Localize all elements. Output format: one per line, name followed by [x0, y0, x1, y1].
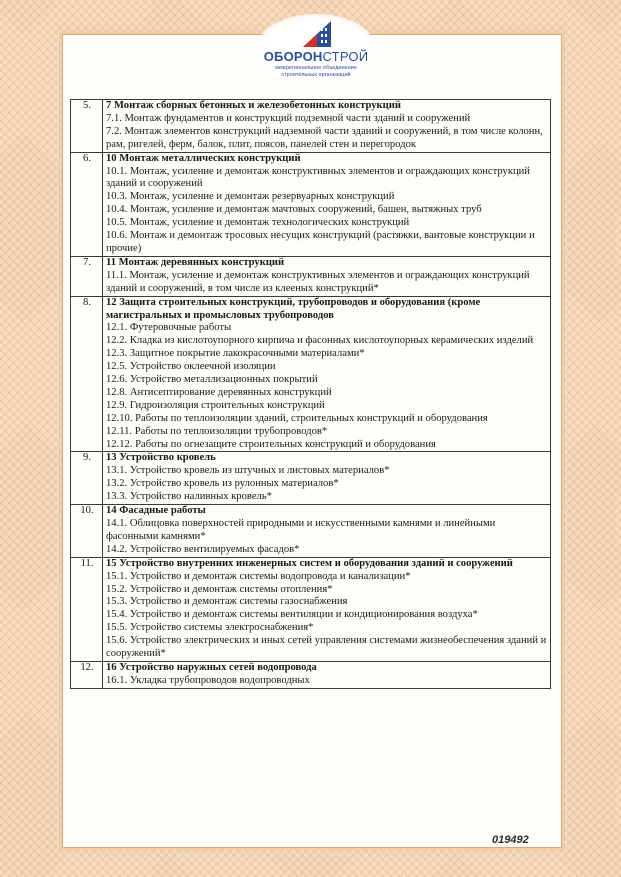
work-item: 7.1. Монтаж фундаментов и конструкций подземной части зданий и сооружений: [106, 112, 471, 124]
row-number: 12.: [71, 661, 103, 688]
work-item: 14.1. Облицовка поверхностей природными и искусственными камнями и линейными фасонными камнями*: [106, 518, 496, 542]
logo-name-part1: ОБОРОН: [263, 49, 323, 64]
work-item: 12.1. Футеровочные работы: [106, 322, 232, 334]
work-item: 10.1. Монтаж, усиление и демонтаж конструктивных элементов и ограждающих конструкций зданий и сооружений: [106, 165, 530, 190]
work-item: 12.10. Работы по теплоизоляции зданий, строительных конструкций и оборудования: [106, 412, 488, 424]
row-content: [103, 661, 551, 688]
work-item: 15.3. Устройство и демонтаж системы газоснабжения: [106, 596, 348, 608]
row-content: [103, 505, 551, 558]
table-row: [71, 661, 551, 688]
work-group-heading: 15 Устройство внутренних инженерных систем и оборудования зданий и сооружений: [106, 557, 513, 569]
work-item: 15.1. Устройство и демонтаж системы водопровода и канализации*: [106, 570, 411, 582]
work-group-heading: 14 Фасадные работы: [106, 505, 206, 517]
work-group-heading: 16 Устройство наружных сетей водопровода: [106, 661, 317, 673]
work-item: 12.2. Кладка из кислотоупорного кирпича и фасонных кислотоупорных керамических изделий: [106, 335, 534, 347]
work-item: 12.11. Работы по теплоизоляции трубопроводов*: [106, 425, 328, 437]
work-item: 12.12. Работы по огнезащите строительных конструкций и оборудования: [106, 438, 436, 450]
row-content: [103, 100, 551, 153]
row-number: 9.: [71, 452, 103, 505]
work-group-heading: 12 Защита строительных конструкций, трубопроводов и оборудования (кроме магистральных и промысловых трубопроводов: [106, 296, 481, 321]
work-item: 10.5. Монтаж, усиление и демонтаж технологических конструкций: [106, 217, 410, 229]
logo-subtitle-line1: межрегиональное объединение: [275, 65, 357, 71]
work-group-heading: 7 Монтаж сборных бетонных и железобетонных конструкций: [106, 100, 401, 111]
work-item: 15.4. Устройство и демонтаж системы вентиляции и кондиционирования воздуха*: [106, 609, 478, 621]
row-content: [103, 452, 551, 505]
building-logo-icon: [301, 20, 333, 48]
row-number: 7.: [71, 256, 103, 296]
row-number: 10.: [71, 505, 103, 558]
table-row: [71, 452, 551, 505]
logo-subtitle: [256, 65, 376, 78]
work-item: 16.1. Укладка трубопроводов водопроводных: [106, 674, 310, 686]
row-content: [103, 152, 551, 256]
work-item: 15.5. Устройство системы электроснабжения*: [106, 622, 314, 634]
work-group-heading: 10 Монтаж металлических конструкций: [106, 152, 301, 164]
work-item: 12.6. Устройство металлизационных покрытий: [106, 374, 318, 386]
work-item: 12.8. Антисептирование деревянных конструкций: [106, 386, 332, 398]
table-row: [71, 296, 551, 452]
work-item: 7.2. Монтаж элементов конструкций надземной части зданий и сооружений, в том числе колонн, рам, ригелей, ферм, балок, плит, поясов, панелей стен и перегородок: [106, 125, 543, 150]
table-row: [71, 100, 551, 153]
work-item: 14.2. Устройство вентилируемых фасадов*: [106, 543, 300, 555]
logo-subtitle-line2: строительных организаций: [281, 71, 351, 78]
work-group-heading: 13 Устройство кровель: [106, 452, 216, 464]
logo-wordmark: [256, 49, 376, 64]
work-item: 13.2. Устройство кровель из рулонных материалов*: [106, 478, 339, 490]
row-number: 11.: [71, 557, 103, 661]
row-number: 8.: [71, 296, 103, 452]
work-item: 10.6. Монтаж и демонтаж тросовых несущих конструкций (растяжки, вантовые конструкции и прочие): [106, 230, 535, 254]
work-item: 10.4. Монтаж, усиление и демонтаж мачтовых сооружений, башен, вытяжных труб: [106, 204, 482, 216]
work-group-heading: 11 Монтаж деревянных конструкций: [106, 256, 285, 268]
work-item: 15.6. Устройство электрических и иных сетей управления системами жизнеобеспечения зданий и сооружений*: [106, 635, 547, 660]
table-row: [71, 152, 551, 256]
row-number: 5.: [71, 100, 103, 153]
row-content: [103, 296, 551, 452]
serial-number: 019492: [492, 834, 529, 846]
work-item: 10.3. Монтаж, усиление и демонтаж резервуарных конструкций: [106, 191, 395, 203]
work-item: 13.1. Устройство кровель из штучных и листовых материалов*: [106, 465, 390, 477]
work-item: 11.1. Монтаж, усиление и демонтаж конструктивных элементов и ограждающих конструкций зданий и сооружений, в том числе из клееных конструкций*: [106, 269, 530, 294]
work-item: 12.3. Защитное покрытие лакокрасочными материалами*: [106, 348, 365, 360]
work-item: 12.9. Гидроизоляция строительных конструкций: [106, 399, 325, 411]
work-item: 15.2. Устройство и демонтаж системы отопления*: [106, 583, 333, 595]
company-logo: [256, 14, 376, 84]
works-table: [70, 99, 551, 689]
row-number: 6.: [71, 152, 103, 256]
works-table-body: [71, 100, 551, 689]
table-row: [71, 557, 551, 661]
work-item: 12.5. Устройство оклеечной изоляции: [106, 361, 276, 373]
work-item: 13.3. Устройство наливных кровель*: [106, 491, 272, 503]
table-row: [71, 256, 551, 296]
row-content: [103, 557, 551, 661]
table-row: [71, 505, 551, 558]
row-content: [103, 256, 551, 296]
logo-name-part2: СТРОЙ: [322, 49, 369, 64]
